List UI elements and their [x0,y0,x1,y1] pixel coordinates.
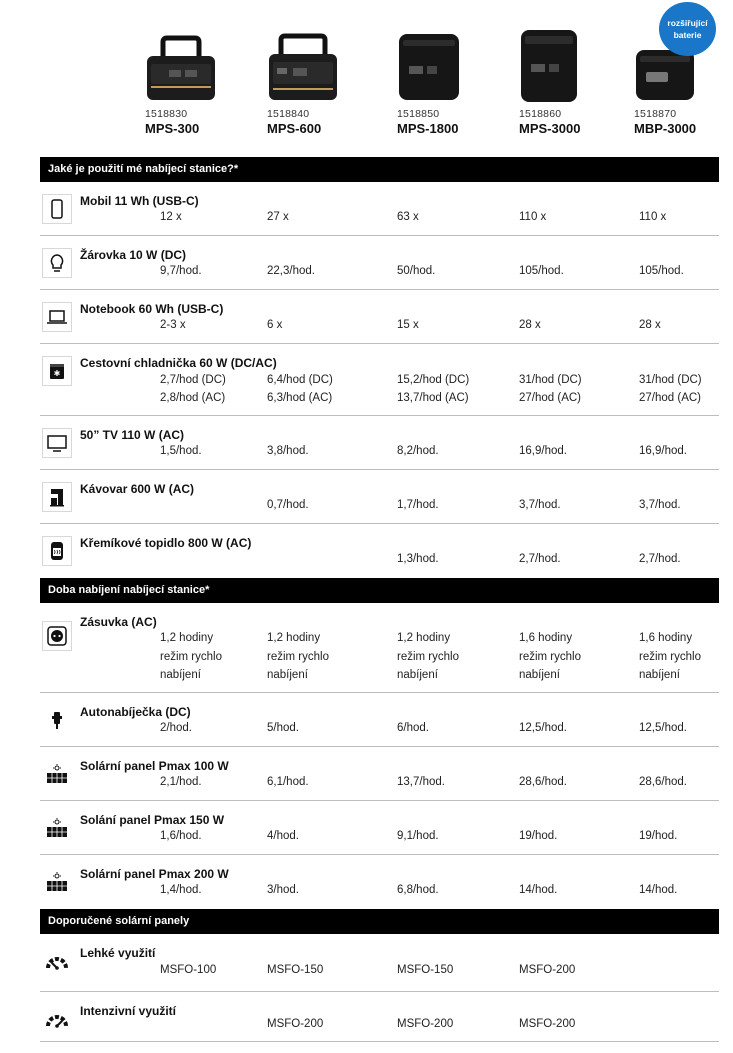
value-cell: 28,6/hod. [639,776,687,788]
row-label: Autonabíječka (DC) [80,705,191,719]
value-cell: 15,2/hod (DC) [397,374,470,386]
row-label: Lehké využití [80,946,156,960]
row-label: Solární panel Pmax 200 W [80,867,229,881]
product-code: 1518830 [145,108,188,120]
value-cell: 2,7/hod (DC) [160,374,226,386]
product-mps-3000 [519,0,639,150]
value-cell: 16,9/hod. [639,445,687,457]
product-model: MPS-600 [267,121,322,136]
power-station-image [267,28,339,104]
row-label: Solání panel Pmax 150 W [80,813,225,827]
car-charger-icon [42,705,72,735]
value-cell: 110 x [639,211,667,223]
table-row [40,470,719,524]
value-cell: 3,7/hod. [519,499,561,511]
value-cell: režim rychlo [267,651,329,663]
value-cell: 6/hod. [397,722,429,734]
value-cell: 3,7/hod. [639,499,681,511]
value-cell: 15 x [397,319,419,331]
value-cell: 2/hod. [160,722,192,734]
value-cell: 16,9/hod. [519,445,567,457]
value-cell: 28 x [519,319,541,331]
table-row [40,344,719,416]
power-station-image [519,28,591,104]
solar-panel-icon [42,759,72,789]
table-row [40,182,719,236]
value-cell: 110 x [519,211,547,223]
row-label: Zásuvka (AC) [80,615,157,629]
table-row [40,855,719,909]
value-cell: 14/hod. [519,884,558,896]
value-cell: nabíjení [639,669,680,681]
value-cell: 6,8/hod. [397,884,439,896]
value-cell: 105/hod. [639,265,684,277]
badge-line: baterie [673,30,702,40]
value-cell: nabíjení [160,669,201,681]
row-label: Notebook 60 Wh (USB-C) [80,302,224,316]
product-model: MPS-3000 [519,121,581,136]
product-code: 1518840 [267,108,310,120]
lightbulb-icon [42,248,72,278]
coffee-maker-icon [42,482,72,512]
product-model: MPS-300 [145,121,200,136]
table-row [40,603,719,693]
value-cell: MSFO-150 [397,964,454,976]
socket-icon [42,621,72,651]
value-cell: 1,5/hod. [160,445,202,457]
value-cell: 13,7/hod (AC) [397,392,469,404]
value-cell: 1,3/hod. [397,553,439,565]
value-cell: 28,6/hod. [519,776,567,788]
value-cell: MSFO-200 [519,964,576,976]
table-row [40,801,719,855]
value-cell: 28 x [639,319,661,331]
product-mps-600 [267,0,387,150]
value-cell: MSFO-150 [267,964,324,976]
tv-icon [42,428,72,458]
value-cell: 1,2 hodiny [267,632,321,644]
value-cell: 6 x [267,319,283,331]
value-cell: 1,6/hod. [160,830,202,842]
badge-line: rozšiřující [667,18,708,28]
value-cell: 19/hod. [519,830,558,842]
section-header-charging: Doba nabíjení nabíjecí stanice* [40,578,719,603]
row-label: Žárovka 10 W (DC) [80,248,187,262]
value-cell: 12,5/hod. [519,722,567,734]
solar-panel-icon [42,813,72,843]
value-cell: 8,2/hod. [397,445,439,457]
table-row [40,934,719,992]
value-cell: 50/hod. [397,265,436,277]
value-cell: 6,3/hod (AC) [267,392,333,404]
value-cell: 3,8/hod. [267,445,309,457]
value-cell: 31/hod (DC) [639,374,702,386]
value-cell: 12,5/hod. [639,722,687,734]
value-cell: 1,4/hod. [160,884,202,896]
value-cell: režim rychlo [160,651,222,663]
value-cell: 3/hod. [267,884,299,896]
value-cell: nabíjení [519,669,560,681]
svg-text:✱: ✱ [53,369,61,378]
value-cell: nabíjení [397,669,438,681]
table-row [40,693,719,747]
value-cell: MSFO-200 [519,1018,576,1030]
value-cell: režim rychlo [519,651,581,663]
product-code: 1518850 [397,108,440,120]
value-cell: 1,2 hodiny [160,632,214,644]
value-cell: 2,7/hod. [519,553,561,565]
power-station-image [397,28,469,104]
value-cell: MSFO-100 [160,964,217,976]
value-cell: 1,6 hodiny [519,632,573,644]
value-cell: režim rychlo [639,651,701,663]
cooler-icon [42,356,72,386]
product-code: 1518860 [519,108,562,120]
value-cell: 27 x [267,211,289,223]
table-row [40,416,719,470]
value-cell: MSFO-200 [397,1018,454,1030]
gauge-light-icon [42,948,72,978]
product-model: MBP-3000 [634,121,697,136]
value-cell: 19/hod. [639,830,678,842]
table-row [40,236,719,290]
gauge-heavy-icon [42,1006,72,1036]
value-cell: 1,2 hodiny [397,632,451,644]
expansion-battery-badge [659,2,716,56]
value-cell: MSFO-200 [267,1018,324,1030]
value-cell: 1,6 hodiny [639,632,693,644]
row-label: Solární panel Pmax 100 W [80,759,229,773]
value-cell: 6,1/hod. [267,776,309,788]
row-label: Intenzivní využití [80,1004,177,1018]
heater-icon [42,536,72,566]
smartphone-icon [42,194,72,224]
value-cell: 6,4/hod (DC) [267,374,333,386]
value-cell: 27/hod (AC) [639,392,702,404]
value-cell: 14/hod. [639,884,678,896]
table-row [40,290,719,344]
section-header-usage: Jaké je použití mé nabíjecí stanice?* [40,157,719,182]
row-label: Mobil 11 Wh (USB-C) [80,194,199,208]
value-cell: 27/hod (AC) [519,392,582,404]
value-cell: 4/hod. [267,830,299,842]
row-label: Cestovní chladnička 60 W (DC/AC) [80,356,277,370]
row-label: Kávovar 600 W (AC) [80,482,195,496]
value-cell: 2,8/hod (AC) [160,392,226,404]
value-cell: 2-3 x [160,319,186,331]
table-row [40,524,719,578]
value-cell: 105/hod. [519,265,564,277]
value-cell: 1,7/hod. [397,499,439,511]
value-cell: 9,1/hod. [397,830,439,842]
row-label: 50” TV 110 W (AC) [80,428,185,442]
value-cell: režim rychlo [397,651,459,663]
value-cell: 0,7/hod. [267,499,309,511]
section-header-solar: Doporučené solární panely [40,909,719,934]
value-cell: 13,7/hod. [397,776,445,788]
product-header [0,0,733,150]
table-row [40,992,719,1042]
laptop-icon [42,302,72,332]
value-cell: 31/hod (DC) [519,374,582,386]
value-cell: 9,7/hod. [160,265,202,277]
product-mps-1800 [397,0,517,150]
value-cell: 2,1/hod. [160,776,202,788]
table-row [40,747,719,801]
value-cell: 63 x [397,211,419,223]
value-cell: 2,7/hod. [639,553,681,565]
value-cell: 12 x [160,211,182,223]
product-mps-300 [145,0,265,150]
power-station-image [145,28,217,104]
solar-panel-icon [42,867,72,897]
value-cell: nabíjení [267,669,308,681]
row-label: Křemíkové topidlo 800 W (AC) [80,536,252,550]
product-code: 1518870 [634,108,677,120]
value-cell: 22,3/hod. [267,265,315,277]
product-model: MPS-1800 [397,121,459,136]
value-cell: 5/hod. [267,722,299,734]
